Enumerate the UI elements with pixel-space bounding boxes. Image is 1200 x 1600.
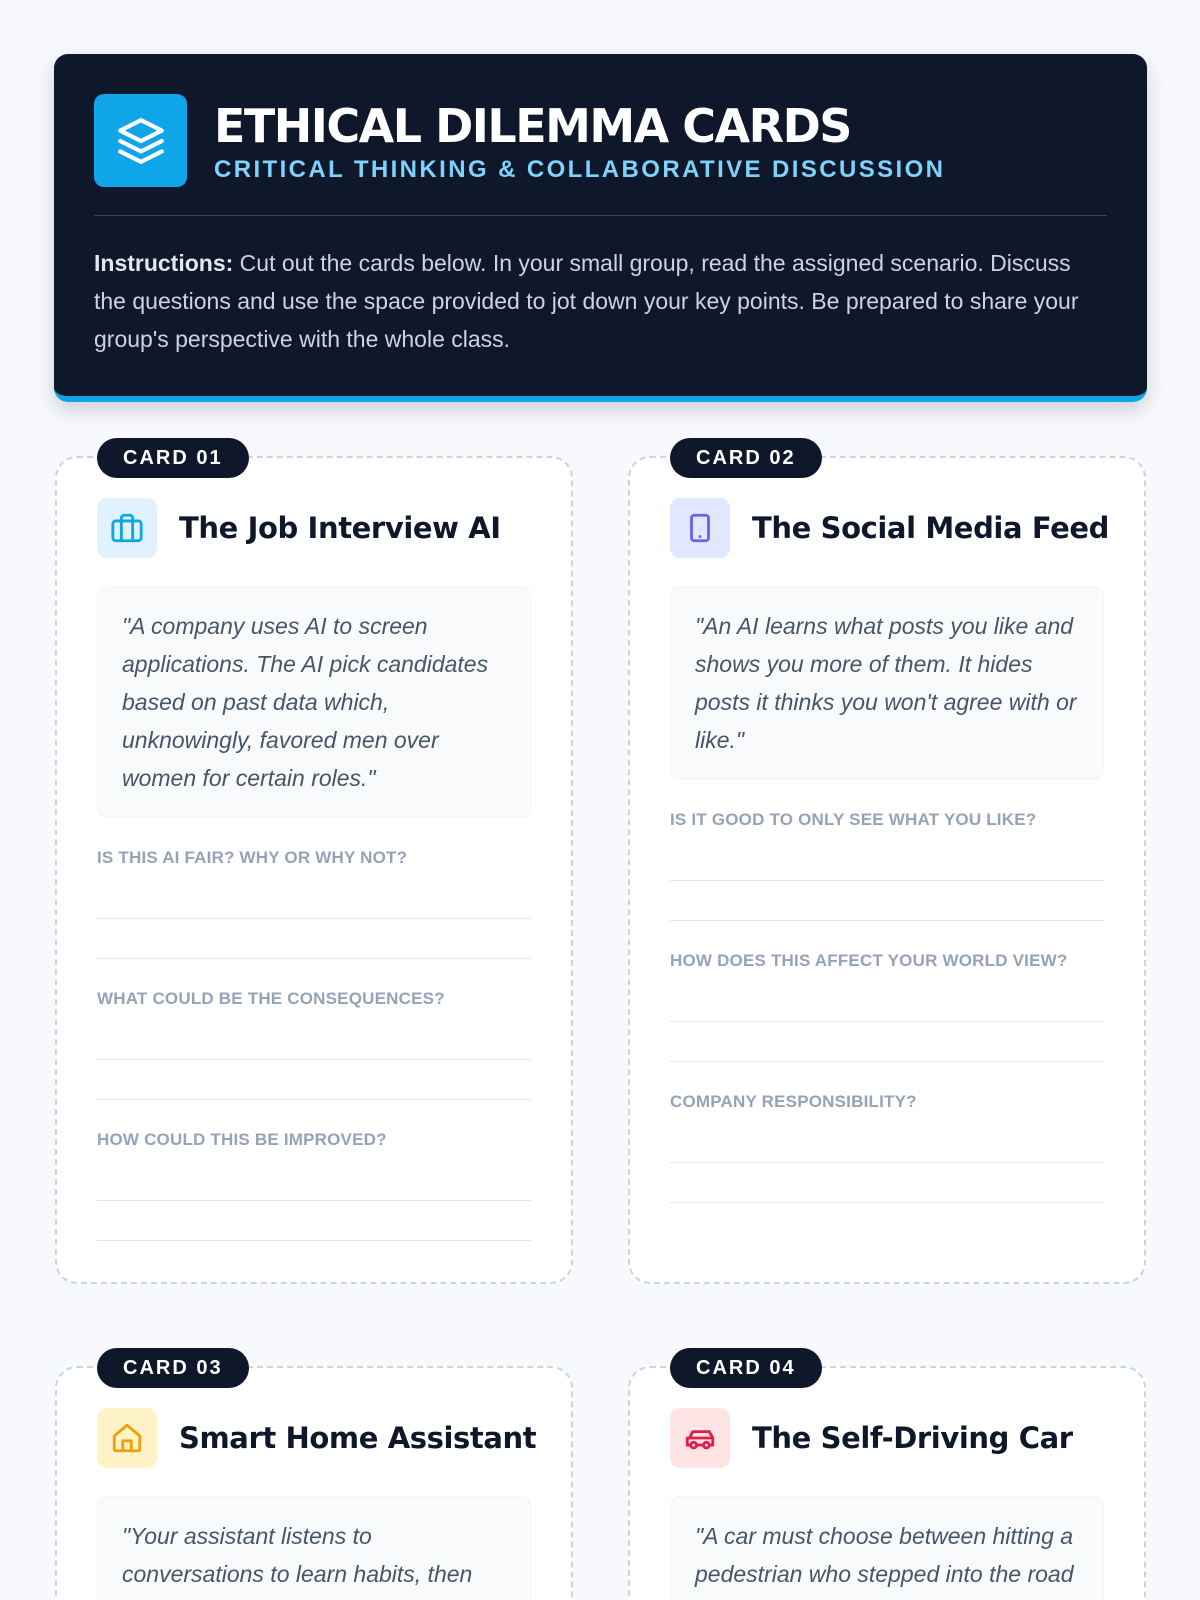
answer-line[interactable] (670, 1061, 1104, 1062)
scenario-text: "A company uses AI to screen applications. The AI pick candidates based on past data which, unknowingly, favored men over women for certain roles." (97, 586, 531, 818)
answer-line[interactable] (670, 880, 1104, 881)
question-label: WHAT COULD BE THE CONSEQUENCES? (97, 989, 445, 1008)
scenario-text: "A car must choose between hitting a pedestrian who stepped into the road (670, 1496, 1104, 1600)
card-title: The Job Interview AI (179, 511, 501, 545)
car-icon (670, 1408, 730, 1468)
answer-line[interactable] (97, 1099, 531, 1100)
instructions-text: Cut out the cards below. In your small group, read the assigned scenario. Discuss the questions and use the space provided to jot down your key points. Be prepared to share your group's perspective with the whole class. (94, 250, 1079, 352)
dilemma-card-04 (628, 1357, 1146, 1600)
answer-line[interactable] (97, 918, 531, 919)
brand (94, 94, 1107, 187)
answer-line[interactable] (670, 1162, 1104, 1163)
question-label: IS THIS AI FAIR? WHY OR WHY NOT? (97, 848, 408, 867)
header-divider (94, 215, 1107, 216)
card-badge: CARD 01 (97, 438, 249, 478)
scenario-text: "An AI learns what posts you like and shows you more of them. It hides posts it thinks you won't agree with or like." (670, 586, 1104, 780)
answer-line[interactable] (670, 1202, 1104, 1203)
page-header (54, 54, 1147, 402)
dilemma-card-02 (628, 447, 1146, 1284)
answer-line[interactable] (670, 1021, 1104, 1022)
question-label: HOW DOES THIS AFFECT YOUR WORLD VIEW? (670, 951, 1068, 970)
answer-line[interactable] (97, 958, 531, 959)
page-title: ETHICAL DILEMMA CARDS (214, 98, 851, 153)
card-badge: CARD 03 (97, 1348, 249, 1388)
instructions (94, 244, 1107, 358)
card-title: The Self-Driving Car (752, 1421, 1073, 1455)
question-label: IS IT GOOD TO ONLY SEE WHAT YOU LIKE? (670, 810, 1037, 829)
home-icon (97, 1408, 157, 1468)
answer-line[interactable] (97, 1200, 531, 1201)
answer-line[interactable] (97, 1240, 531, 1241)
layers-icon (94, 94, 187, 187)
card-title: Smart Home Assistant (179, 1421, 537, 1455)
dilemma-card-01 (55, 447, 573, 1284)
scenario-text: "Your assistant listens to conversations to learn habits, then (97, 1496, 531, 1600)
answer-line[interactable] (97, 1059, 531, 1060)
answer-line[interactable] (670, 920, 1104, 921)
briefcase-icon (97, 498, 157, 558)
instructions-label: Instructions: (94, 250, 234, 276)
smartphone-icon (670, 498, 730, 558)
question-label: COMPANY RESPONSIBILITY? (670, 1092, 917, 1111)
question-label: HOW COULD THIS BE IMPROVED? (97, 1130, 387, 1149)
card-title: The Social Media Feed (752, 511, 1109, 545)
card-badge: CARD 02 (670, 438, 822, 478)
page-subtitle: CRITICAL THINKING & COLLABORATIVE DISCUSSION (214, 155, 946, 183)
dilemma-card-03 (55, 1357, 573, 1600)
card-badge: CARD 04 (670, 1348, 822, 1388)
